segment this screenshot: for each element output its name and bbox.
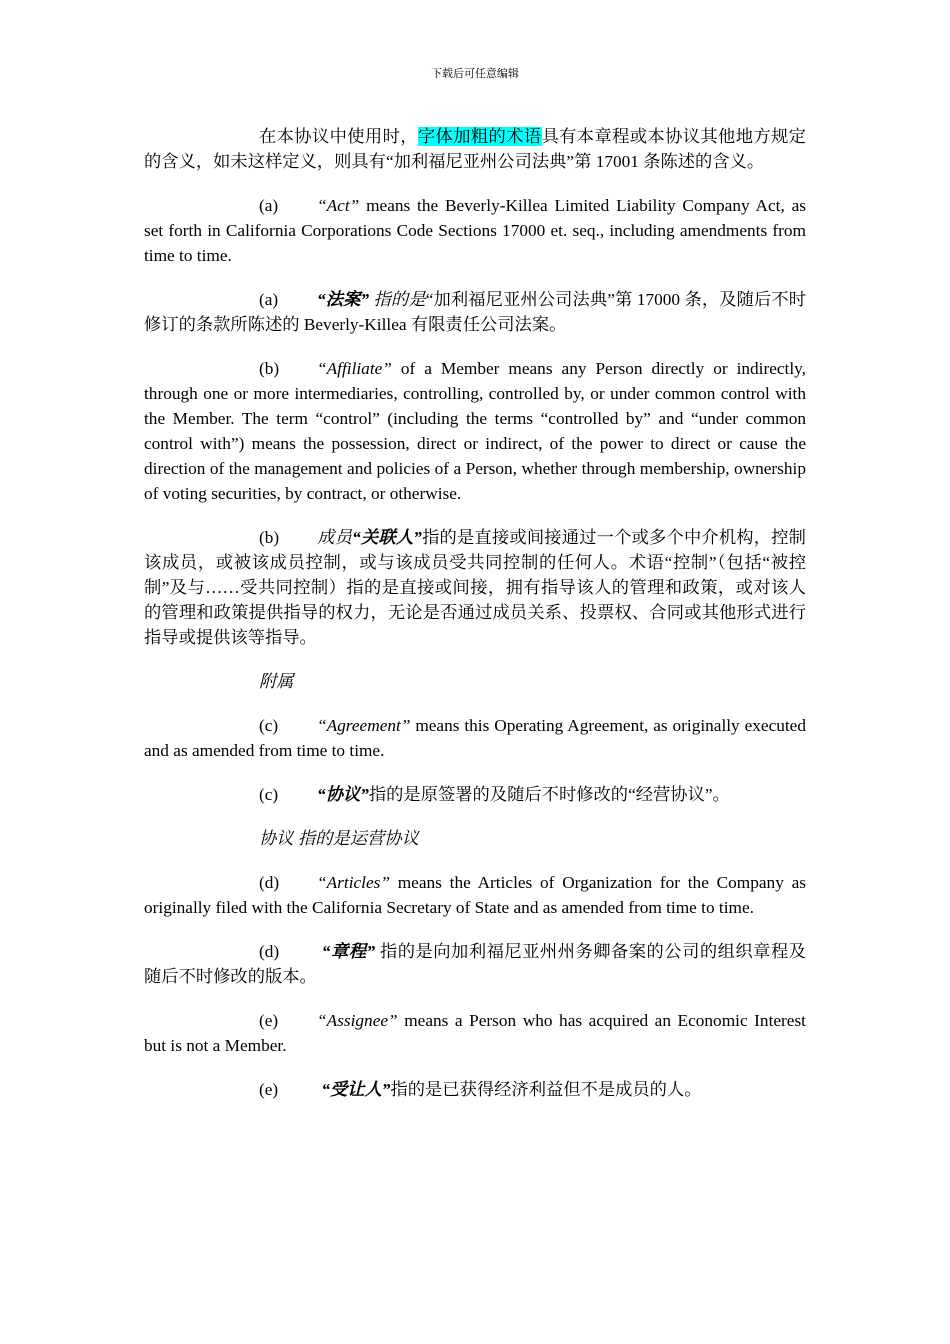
clause-label: (c)	[259, 716, 279, 735]
definition-assignee-en	[144, 1008, 806, 1058]
definition-act-zh	[144, 287, 806, 337]
clause-label: (a)	[259, 290, 279, 309]
defined-term: “Agreement”	[317, 716, 411, 735]
document-body	[144, 124, 806, 1121]
clause-label: (e)	[259, 1011, 279, 1030]
clause-label: (b)	[259, 528, 280, 547]
margin-note-agreement: 协议 指的是运营协议	[259, 829, 419, 848]
definition-text: means a Person who has acquired an Economic Interest but is not a Member.	[144, 1011, 806, 1055]
clause-label: (d)	[259, 942, 280, 961]
definition-text: 指的是直接或间接通过一个或多个中介机构，控制该成员，或被该成员控制，或与该成员受共同控制的任何人。术语“控制”（包括“被控制”及与……受共同控制）指的是直接或间接，拥有指导该人的管理和政策，或对该人的管理和政策提供指导的权力，无论是否通过成员关系、投票权、合同或其他形式进行指导或提供该等指导。	[144, 528, 806, 647]
defined-term: “协议”	[317, 785, 369, 804]
definition-assignee-zh	[144, 1077, 806, 1102]
clause-label: (e)	[259, 1080, 279, 1099]
clause-label: (a)	[259, 196, 279, 215]
definition-prefix: 成员	[317, 528, 353, 547]
definition-act-en	[144, 193, 806, 268]
definition-connector: 指的是	[369, 290, 426, 309]
definition-text: of a Member means any Person directly or indirectly, through one or more intermediaries, controlling, controlled by, or under common control with the Member. The term “control” (including the terms “controlled by” and “under common control with”) means the possession, direct or indirect, of the power to direct or cause the direction of the management and policies of a Person, whether through membership, ownership of voting securities, by contract, or otherwise.	[144, 359, 806, 503]
definition-agreement-zh	[144, 782, 806, 807]
defined-term: “关联人”	[352, 528, 422, 547]
definition-text: “加利福尼亚州公司法典”第 17000 条，及随后不时修订的条款所陈述的 Beverly-Killea 有限责任公司法案。	[144, 290, 806, 334]
margin-note-affiliate: 附属	[259, 672, 294, 691]
intro-paragraph	[144, 124, 806, 174]
intro-text-end: 具有本章程或本协议其他地方规定的含义，如未这样定义，则具有“加利福尼亚州公司法典”第 17001 条陈述的含义。	[144, 127, 806, 171]
intro-text-start: 在本协议中使用时，	[259, 127, 418, 146]
defined-term: “Affiliate”	[317, 359, 392, 378]
defined-term: “受让人”	[317, 1080, 391, 1099]
clause-label: (d)	[259, 873, 280, 892]
defined-term: “法案”	[317, 290, 370, 309]
defined-term: “Assignee”	[317, 1011, 398, 1030]
defined-term: “章程”	[317, 942, 376, 961]
definition-articles-zh	[144, 939, 806, 989]
defined-term: “Act”	[317, 196, 360, 215]
page-header: 下载后可任意编辑	[431, 67, 519, 80]
definition-articles-en	[144, 870, 806, 920]
definition-text: means this Operating Agreement, as originally executed and as amended from time to time.	[144, 716, 806, 760]
definition-text: 指的是原签署的及随后不时修改的“经营协议”。	[368, 785, 730, 804]
highlighted-text: 字体加粗的术语	[417, 127, 542, 146]
clause-label: (b)	[259, 359, 280, 378]
definition-text: means the Beverly-Killea Limited Liability Company Act, as set forth in California Corporations Code Sections 17000 et. seq., including amendments from time to time.	[144, 196, 806, 265]
definition-text: means the Articles of Organization for the Company as originally filed with the California Secretary of State and as amended from time to time.	[144, 873, 806, 917]
defined-term: “Articles”	[317, 873, 390, 892]
clause-label: (c)	[259, 785, 279, 804]
definition-text: 指的是已获得经济利益但不是成员的人。	[390, 1080, 702, 1099]
definition-affiliate-en	[144, 356, 806, 506]
definition-text: 指的是向加利福尼亚州州务卿备案的公司的组织章程及随后不时修改的版本。	[144, 942, 806, 986]
definition-agreement-en	[144, 713, 806, 763]
definition-affiliate-zh	[144, 525, 806, 650]
